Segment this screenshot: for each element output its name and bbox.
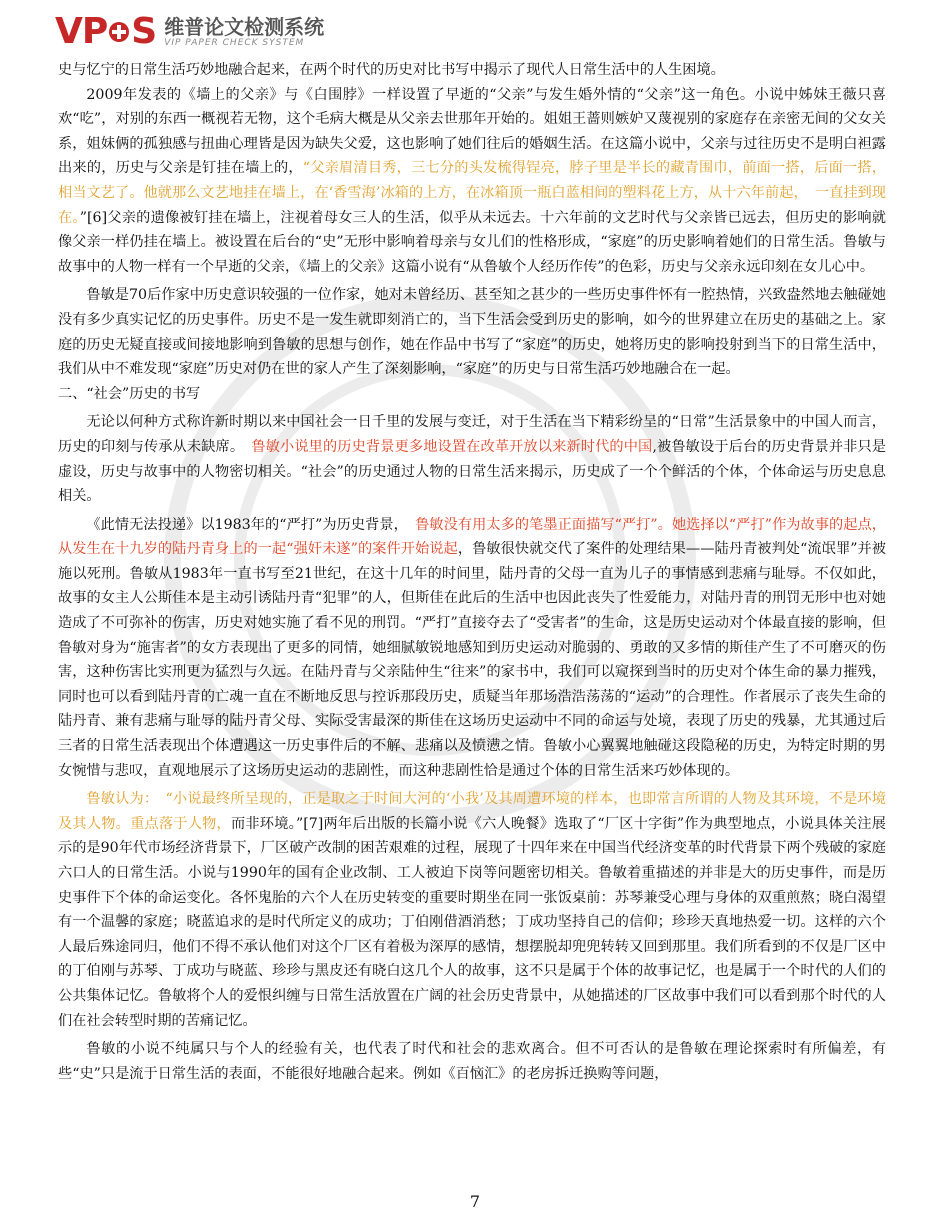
paragraph-5-text-c: ，鲁敏很快就交代了案件的处理结果——陆丹青被判处“流氓罪”并被施以死刑。鲁敏从1983年一直书写至21世纪，在这十几年的时间里，陆丹青的父母一直为儿子的事情感到悲痛与耻辱。不仅如此，故事的女主人公斯佳本是主动引诱陆丹青“犯罪”的人，但斯佳在此后的生活中也因此丧失了性爱能力，对陆丹青的刑罚无形中也对她造成了不可弥补的伤害，历史对她实施了看不见的刑罚。“严打”直接夺去了“受害者”的生命，这是历史运动对个体最直接的影响，但鲁敏对身为“施害者”的女方表现出了更多的同情，她细腻敏锐地感知到历史运动对脆弱的、勇敢的又多情的斯佳产生了不可磨灭的伤害，这种伤害比实刑更为猛烈与久远。在陆丹青与父亲陆仲生“往来”的家书中，我们可以窥探到当时的历史对个体生命的暴力摧残，同时也可以看到陆丹青的亡魂一直在不断地反思与控诉那段历史，质疑当年那场浩浩荡荡的“运动”的合理性。作者展示了丧失生命的陆丹青、兼有悲痛与耻辱的陆丹青父母、实际受害最深的斯佳在这场历史运动中不同的命运与处境，表现了历史的残暴，尤其通过后三者的日常生活表现出个体遭遇这一历史事件后的不解、悲痛以及愤懑之情。鲁敏小心翼翼地触碰这段隐秘的历史，为特定时期的男女惋惜与悲叹，直观地展示了这场历史运动的悲剧性，而这种悲剧性恰是通过个体的日常生活来巧妙体现的。	[58, 541, 886, 779]
medical-cross-icon	[108, 21, 130, 43]
page-number: 7	[469, 1192, 481, 1211]
paragraph-2-text-a: 2009年发表的《墙上的父亲》与《白围脖》一样设置了早逝的“父亲”与发生婚外情的“父亲”这一角色。小说中姊妹王薇只喜欢“吃”，对别的东西一概视若无物，这个毛病大概是从父亲去世那年开始的。姐姐王蔷则嫉妒又蔑视别的家庭存在亲密无间的父女关系，姐妹俩的孤独感与扭曲心理皆是因为缺失父爱，这也影响了她们往后的婚姻生活。在这篇小说中，父亲与过往历史不是明白袒露出来的，历史与父亲是钉挂在墙上的，	[58, 86, 886, 177]
logo-title-en: VIP PAPER CHECK SYSTEM	[164, 38, 305, 48]
logo-text	[164, 16, 324, 48]
section-heading: 二、“社会”历史的书写	[58, 385, 201, 402]
paragraph-4-text-c: ,被鲁敏设于后台的历史背景并非只是虚设，历史与故事中的人物密切相关。“社会”的历史通过人物的日常生活来揭示，历史成了一个个鲜活的个体，个体命运与历史息息相关。	[58, 438, 886, 505]
logo-mark	[55, 11, 157, 52]
paragraph-4-text-a: 无论以何种方式称许新时期以来中国社会一日千里的发展与变迁，对于生活在当下精彩纷呈的“日常”生活景象中的中国人而言，历史的印刻与传承从未缺席。	[58, 414, 886, 455]
logo-mark-left: VP	[55, 11, 108, 52]
highlighted-sentence: 鲁敏小说里的历史背景更多地设置在改革开放以来新时代的中国	[251, 438, 653, 455]
paragraph-4	[58, 410, 886, 508]
highlighted-sentence: 鲁敏没有用太多的笔墨正面描写“严打”。她选择以“严打”作为故事的起点，从发生在十九岁的陆丹青身上的一起“强奸未遂”的案件开始说起	[58, 516, 886, 558]
paragraph-7: 鲁敏的小说不纯属只与个人的经验有关，也代表了时代和社会的悲欢离合。但不可否认的是鲁敏在理论探索时有所偏差，有些“史”只是流于日常生活的表面，不能很好地融合起来。例如《百恼汇》的老房拆迁换购等问题，	[58, 1041, 886, 1082]
highlighted-quote: 鲁敏认为： “小说最终所呈现的，正是取之于时间大河的‘小我’及其周遭环境的样本，也即常言所谓的人物及其环境，不是环境及其人物。重点落于人物，	[58, 791, 886, 832]
paragraph-5-text-a: 《此情无法投递》以1983年的“严打”为历史背景，	[86, 516, 401, 533]
vpcs-logo	[55, 10, 324, 54]
paragraph-1: 史与忆宁的日常生活巧妙地融合起来，在两个时代的历史对比书写中揭示了现代人日常生活中的人生困境。	[58, 62, 725, 78]
paragraph-3: 鲁敏是70后作家中历史意识较强的一位作家，她对未曾经历、甚至知之甚少的一些历史事件怀有一腔热情，兴致盎然地去触碰她没有多少真实记忆的历史事件。历史不是一发生就即刻消亡的，当下生活会受到历史的影响，如今的世界建立在历史的基础之上。家庭的历史无疑直接或间接地影响到鲁敏的思想与创作，她在作品中书写了“家庭”的历史，她将历史的影响投射到当下的日常生活中，我们从中不难发现“家庭”历史对仍在世的家人产生了深刻影响，“家庭”的历史与日常生活巧妙地融合在一起。	[58, 287, 886, 378]
paragraph-6	[58, 787, 886, 1033]
highlighted-quote: “父亲眉清目秀，三七分的头发梳得锃亮，脖子里是半长的藏青围巾，前面一搭，后面一搭，相当文艺了。他就那么文艺地挂在墙上，在‘香雪海’冰箱的上方，在冰箱顶一瓶白蓝相间的塑料花上方，从十六年前起， 一直挂到现在。	[58, 160, 886, 226]
paragraph-6-text-b: 而非环境。”[7]两年后出版的长篇小说《六人晚餐》选取了“厂区十字街”作为典型地点，小说具体关注展示的是90年代市场经济背景下，厂区破产改制的困苦艰难的过程，展现了十四年来在中国当代经济变革的时代背景下两个残破的家庭六口人的日常生活。小说与1990年的国有企业改制、工人被迫下岗等问题密切相关。鲁敏着重描述的并非是大的历史事件，而是历史事件下个体的命运变化。各怀鬼胎的六个人在历史转变的重要时期坐在同一张饭桌前：苏琴兼受心理与身体的双重煎熬；晓白渴望有一个温馨的家庭；晓蓝追求的是时代所定义的成功；丁伯刚借酒消愁；丁成功坚持自己的信仰；珍珍天真地热爱一切。这样的六个人最后殊途同归，他们不得不承认他们对这个厂区有着极为深厚的感情，想摆脱却兜兜转转又回到那里。我们所看到的不仅是厂区中的丁伯刚与苏琴、丁成功与晓蓝、珍珍与黑皮还有晓白这几个人的故事，这不只是属于个体的故事记忆，也是属于一个时代的人们的公共集体记忆。鲁敏将个人的爱恨纠缠与日常生活放置在广阔的社会历史背景中，从她描述的厂区故事中我们可以看到那个时代的人们在社会转型时期的苦痛记忆。	[58, 815, 886, 1029]
document-body	[58, 58, 886, 1086]
paragraph-2-text-c: ”[6]父亲的遗像被钉挂在墙上，注视着母女三人的生活，似乎从未远去。十六年前的文艺时代与父亲皆已远去，但历史的影响就像父亲一样仍挂在墙上。被设置在后台的“史”无形中影响着母亲与女儿们的性格形成，“家庭”的历史影响着她们的日常生活。鲁敏与故事中的人物一样有一个早逝的父亲，《墙上的父亲》这篇小说有“从鲁敏个人经历作传”的色彩，历史与父亲永远印刻在女儿心中。	[58, 209, 886, 275]
logo-mark-right: S	[131, 11, 157, 52]
logo-title-cn: 维普论文检测系统	[164, 15, 325, 39]
paragraph-5	[58, 513, 886, 784]
paragraph-2	[58, 83, 886, 280]
